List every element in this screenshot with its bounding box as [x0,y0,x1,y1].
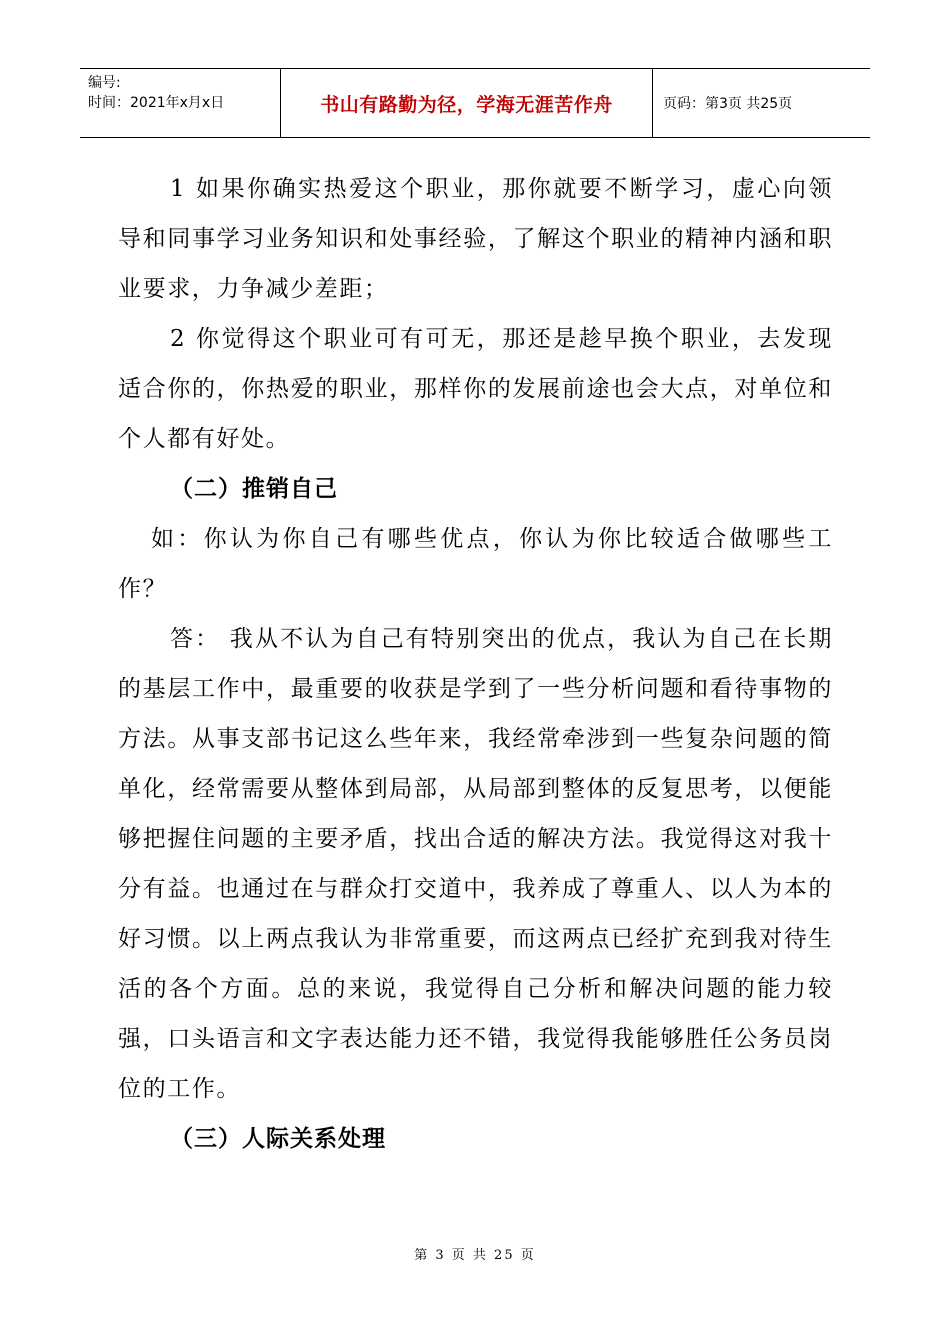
page-header [80,68,870,138]
question-paragraph: 如：你认为你自己有哪些优点，你认为你比较适合做哪些工作？ [118,526,833,602]
header-motto: 书山有路勤为径，学海无涯苦作舟 [281,69,653,137]
answer-paragraph: 答： 我从不认为自己有特别突出的优点，我认为自己在长期的基层工作中，最重要的收获是学到了一些分析问题和看待事物的方法。从事支部书记这么些年来，我经常牵涉到一些复杂问题的简单化，经常需要从整体到局部，从局部到整体的反复思考，以便能够把握住问题的主要矛盾，找出合适的解决方法。我觉得这对我十分有益。也通过在与群众打交道中，我养成了尊重人、以人为本的好习惯。以上两点我认为非常重要，而这两点已经扩充到我对待生活的各个方面。总的来说，我觉得自己分析和解决问题的能力较强，口头语言和文字表达能力还不错，我觉得我能够胜任公务员岗位的工作。 [118,626,833,1102]
paragraph-2: 2 你觉得这个职业可有可无，那还是趁早换个职业，去发现适合你的，你热爱的职业，那样你的发展前途也会大点，对单位和个人都有好处。 [118,326,833,452]
page-footer: 第 3 页 共 25 页 [414,1248,536,1263]
header-page-info: 页码：第3页 共25页 [663,96,793,112]
time-label: 时间：2021年x月x日 [88,95,225,111]
section-heading-2: （二）推销自己 [170,476,338,502]
header-meta [80,69,281,137]
section-heading-3: （三）人际关系处理 [170,1126,386,1152]
paragraph-1: 1 如果你确实热爱这个职业，那你就要不断学习，虚心向领导和同事学习业务知识和处事经验，了解这个职业的精神内涵和职业要求，力争减少差距； [118,176,833,302]
document-body [118,164,833,1164]
number-label: 编号: [88,75,121,91]
